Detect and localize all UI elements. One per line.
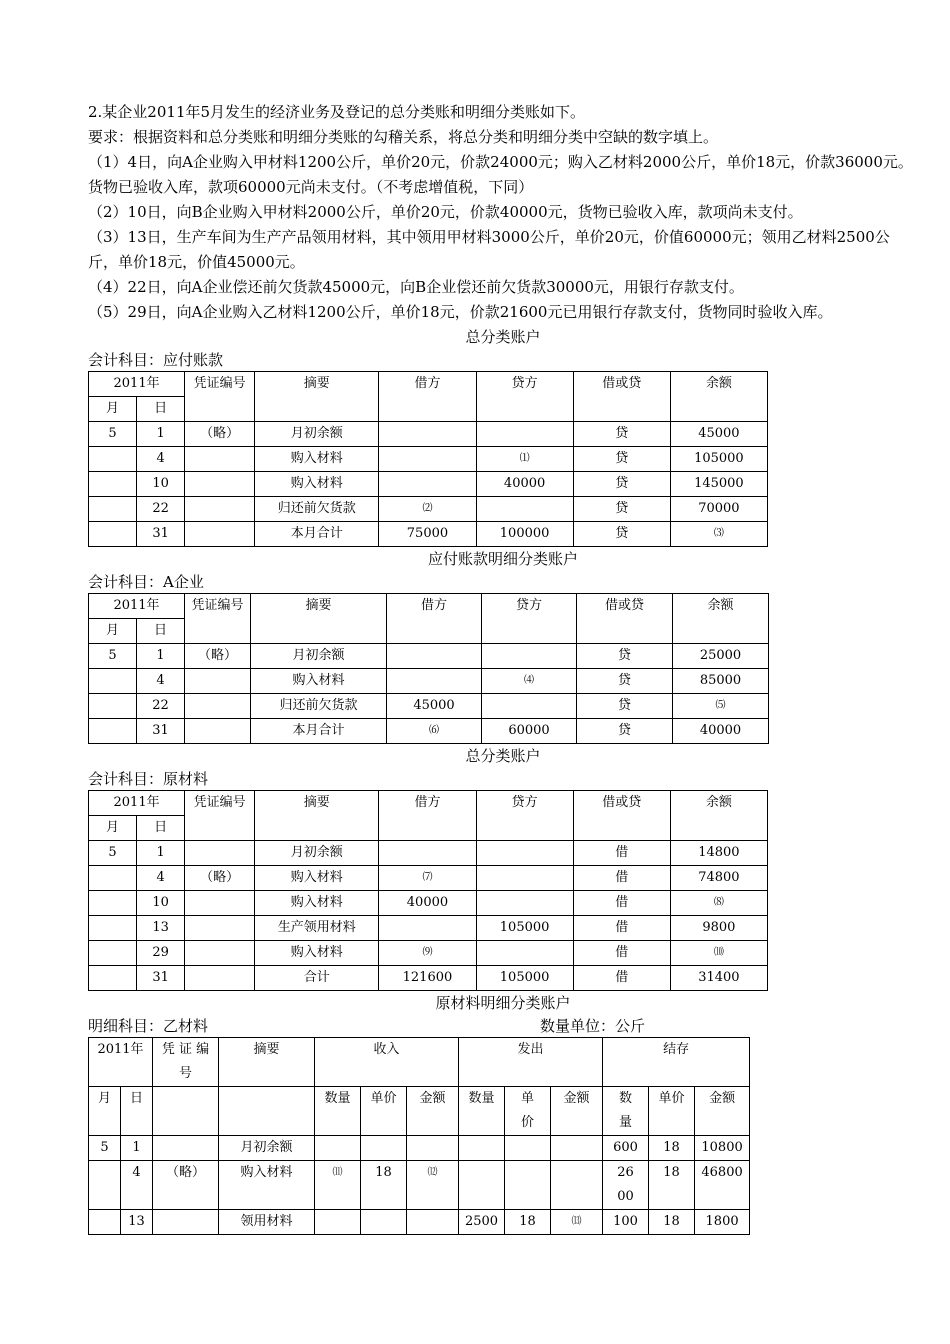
table-cell: ⑾ [315,1161,361,1210]
out-amount-header: 金额 [551,1087,603,1136]
table-cell [89,866,137,891]
table-cell: 22 [137,497,185,522]
table-cell: 1 [137,841,185,866]
table-row [89,1161,750,1210]
year-header: 2011年 [89,372,185,397]
table-cell: （略） [185,422,255,447]
table-row [89,966,768,991]
table-cell: ⑴ [476,447,573,472]
voucher-header: 凭 证 编 号 [153,1038,219,1087]
table-row [89,669,769,694]
problem-title: 2.某企业2011年5月发生的经济业务及登记的总分类账和明细分类账如下。 [88,103,586,121]
table-cell: 生产领用材料 [255,916,379,941]
ledger1-table [88,371,768,547]
ledger3-table [88,790,768,991]
table-cell [153,1136,219,1161]
blank-cell [153,1087,219,1136]
ledger4-title: 原材料明细分类账户 [435,994,571,1012]
table-cell [89,966,137,991]
table-cell [476,941,573,966]
table-cell: 贷 [577,694,673,719]
table-cell: 借 [573,941,670,966]
table-cell: 归还前欠货款 [251,694,387,719]
table-cell [185,497,255,522]
table-cell [315,1210,361,1235]
table-cell [379,447,476,472]
month-header: 月 [89,619,137,644]
balance-header: 余额 [670,372,767,422]
table-cell: ⑵ [379,497,476,522]
table-cell [379,916,476,941]
year-header: 2011年 [89,1038,153,1087]
table-cell: 121600 [379,966,476,991]
table-cell: 归还前欠货款 [255,497,379,522]
table-cell [551,1136,603,1161]
dc-header: 借或贷 [573,372,670,422]
table-cell [379,841,476,866]
table-cell: 借 [573,866,670,891]
table-cell [315,1136,361,1161]
table-row [89,916,768,941]
table-cell: 100000 [476,522,573,547]
table-cell: 75000 [379,522,476,547]
table-cell: 10800 [695,1136,750,1161]
table-cell [185,916,255,941]
table-cell: 贷 [573,422,670,447]
table-cell [551,1161,603,1210]
table-cell: 18 [361,1161,407,1210]
table-cell: 10 [137,891,185,916]
out-price-header: 单价 [505,1087,551,1136]
ledger1-subject: 会计科目：应付账款 [88,351,224,369]
table-cell: 月初余额 [219,1136,315,1161]
table-cell: 31 [137,719,185,744]
table-cell: 100 [603,1210,649,1235]
table-cell: 购入材料 [255,472,379,497]
table-cell [185,472,255,497]
table-cell: 40000 [476,472,573,497]
table-cell: 贷 [573,447,670,472]
table-cell: 14800 [670,841,767,866]
table-cell: 借 [573,841,670,866]
table-cell: 合计 [255,966,379,991]
table-cell [482,644,577,669]
table-cell [89,941,137,966]
table-row [89,497,768,522]
table-cell [89,1161,121,1210]
credit-header: 贷方 [482,594,577,644]
table-cell [407,1210,459,1235]
requirement-text: 要求：根据资料和总分类账和明细分类账的勾稽关系，将总分类和明细分类中空缺的数字填上。 [88,128,719,146]
summary-header: 摘要 [219,1038,315,1087]
voucher-header: 凭证编号 [185,372,255,422]
table-cell [387,669,482,694]
dc-header: 借或贷 [573,791,670,841]
table-cell: 4 [137,669,185,694]
table-cell: 4 [137,447,185,472]
table-cell: 5 [89,841,137,866]
table-cell: 45000 [670,422,767,447]
table-cell [153,1210,219,1235]
table-cell: 31 [137,966,185,991]
table-cell: 18 [649,1161,695,1210]
table-row [89,447,768,472]
table-cell [185,941,255,966]
voucher-header: 凭证编号 [185,594,251,644]
table-cell: 31400 [670,966,767,991]
voucher-header: 凭证编号 [185,791,255,841]
table-cell [476,866,573,891]
month-header: 月 [89,397,137,422]
item-4: （4）22日，向A企业偿还前欠货款45000元，向B企业偿还前欠货款30000元，用银行存款支付。 [88,278,744,296]
table-cell: 购入材料 [219,1161,315,1210]
summary-header: 摘要 [255,791,379,841]
table-cell: ⑸ [673,694,769,719]
table-cell [89,916,137,941]
table-cell: 贷 [573,497,670,522]
bal-qty-header: 数量 [603,1087,649,1136]
table-cell: 购入材料 [255,447,379,472]
table-cell: ⑹ [387,719,482,744]
table-cell [476,497,573,522]
stock-header: 结存 [603,1038,750,1087]
table-cell: 借 [573,966,670,991]
table-cell [185,669,251,694]
item-3: （3）13日，生产车间为生产产品领用材料，其中领用甲材料3000公斤，单价20元，价值60000元；领用乙材料2500公斤，单价18元，价值45000元。 [88,228,890,271]
table-cell: 22 [137,694,185,719]
table-cell: 13 [121,1210,153,1235]
table-cell: 贷 [577,669,673,694]
table-cell: 70000 [670,497,767,522]
ledger2-body [89,644,769,744]
table-cell: 月初余额 [255,422,379,447]
table-cell: 105000 [670,447,767,472]
table-cell [379,472,476,497]
table-cell [89,891,137,916]
debit-header: 借方 [379,372,476,422]
table-cell: 月初余额 [251,644,387,669]
table-cell: ⑻ [670,891,767,916]
day-header: 日 [137,397,185,422]
table-cell: 本月合计 [255,522,379,547]
table-cell: 1800 [695,1210,750,1235]
table-cell [459,1161,505,1210]
in-qty-header: 数量 [315,1087,361,1136]
table-cell [407,1136,459,1161]
table-cell: 74800 [670,866,767,891]
table-cell [185,694,251,719]
table-cell: 40000 [379,891,476,916]
table-cell [89,472,137,497]
table-cell: 5 [89,1136,121,1161]
ledger4-subject-row [88,1016,918,1037]
table-row [89,1136,750,1161]
table-row [89,841,768,866]
table-cell [482,694,577,719]
year-header: 2011年 [89,791,185,816]
table-cell: 贷 [573,472,670,497]
table-cell: 9800 [670,916,767,941]
table-row [89,422,768,447]
table-cell: 31 [137,522,185,547]
summary-header: 摘要 [251,594,387,644]
table-cell: 145000 [670,472,767,497]
table-cell: 购入材料 [251,669,387,694]
receipt-header: 收入 [315,1038,459,1087]
table-cell: 13 [137,916,185,941]
table-cell: ⒀ [551,1210,603,1235]
table-cell [361,1136,407,1161]
table-cell [379,422,476,447]
table-cell [185,966,255,991]
table-cell [185,841,255,866]
table-row [89,866,768,891]
table-cell [89,694,137,719]
item-1: （1）4日，向A企业购入甲材料1200公斤，单价20元，价款24000元；购入乙材料2000公斤，单价18元，价款36000元。货物已验收入库，款项60000元尚未支付。（不考虑增值税，下同） [88,153,913,196]
table-cell: （略） [153,1161,219,1210]
table-cell [185,719,251,744]
table-cell [185,522,255,547]
table-cell: 1 [137,422,185,447]
table-row [89,644,769,669]
ledger4-unit: 数量单位：公斤 [540,1017,646,1035]
table-cell [505,1161,551,1210]
table-cell: 贷 [577,719,673,744]
table-cell [89,447,137,472]
credit-header: 贷方 [476,372,573,422]
table-cell [459,1136,505,1161]
table-cell [476,422,573,447]
table-cell: ⑶ [670,522,767,547]
table-cell [185,891,255,916]
summary-header: 摘要 [255,372,379,422]
table-cell: ⑽ [670,941,767,966]
table-cell [89,719,137,744]
table-row [89,1210,750,1235]
day-header: 日 [121,1087,153,1136]
table-cell: 领用材料 [219,1210,315,1235]
table-cell: ⑿ [407,1161,459,1210]
ledger3-title: 总分类账户 [465,747,541,765]
table-cell: 2500 [459,1210,505,1235]
document-page [88,100,918,1235]
month-header: 月 [89,816,137,841]
ledger3-subject: 会计科目：原材料 [88,770,209,788]
table-cell [476,891,573,916]
table-cell: 25000 [673,644,769,669]
table-cell: 18 [649,1136,695,1161]
table-cell [387,644,482,669]
table-cell: 29 [137,941,185,966]
table-cell: （略） [185,644,251,669]
table-cell: 本月合计 [251,719,387,744]
table-cell: 60000 [482,719,577,744]
table-cell: 85000 [673,669,769,694]
credit-header: 贷方 [476,791,573,841]
table-cell: 46800 [695,1161,750,1210]
table-row [89,719,769,744]
in-amount-header: 金额 [407,1087,459,1136]
debit-header: 借方 [387,594,482,644]
table-cell: 借 [573,916,670,941]
table-cell: 1 [137,644,185,669]
table-cell [89,522,137,547]
ledger4-subject: 明细科目：乙材料 [88,1017,209,1035]
table-cell: 贷 [577,644,673,669]
item-2: （2）10日，向B企业购入甲材料2000公斤，单价20元，价款40000元，货物已验收入库，款项尚未支付。 [88,203,803,221]
table-row [89,522,768,547]
month-header: 月 [89,1087,121,1136]
table-cell [89,497,137,522]
table-cell: 18 [649,1210,695,1235]
table-cell: 18 [505,1210,551,1235]
blank-cell [219,1087,315,1136]
ledger4-body [89,1136,750,1235]
table-cell: 40000 [673,719,769,744]
table-cell: 借 [573,891,670,916]
ledger1-title: 总分类账户 [465,328,541,346]
ledger3-body [89,841,768,991]
table-cell: 1 [121,1136,153,1161]
table-row [89,694,769,719]
table-cell: 10 [137,472,185,497]
day-header: 日 [137,619,185,644]
issue-header: 发出 [459,1038,603,1087]
dc-header: 借或贷 [577,594,673,644]
ledger4-table [88,1037,750,1235]
table-row [89,891,768,916]
balance-header: 余额 [673,594,769,644]
table-cell: 45000 [387,694,482,719]
bal-price-header: 单价 [649,1087,695,1136]
balance-header: 余额 [670,791,767,841]
bal-amount-header: 金额 [695,1087,750,1136]
table-row [89,472,768,497]
table-cell: 5 [89,644,137,669]
table-cell: 4 [121,1161,153,1210]
table-cell: 4 [137,866,185,891]
out-qty-header: 数量 [459,1087,505,1136]
item-5: （5）29日，向A企业购入乙材料1200公斤，单价18元，价款21600元已用银行存款支付，货物同时验收入库。 [88,303,833,321]
day-header: 日 [137,816,185,841]
ledger1-body [89,422,768,547]
in-price-header: 单价 [361,1087,407,1136]
table-cell: ⑷ [482,669,577,694]
table-cell: 105000 [476,916,573,941]
table-cell [476,841,573,866]
table-cell: 购入材料 [255,891,379,916]
table-cell: 月初余额 [255,841,379,866]
ledger2-subject: 会计科目：A企业 [88,573,204,591]
table-cell: ⑼ [379,941,476,966]
table-cell: 5 [89,422,137,447]
table-cell: 105000 [476,966,573,991]
table-cell [505,1136,551,1161]
debit-header: 借方 [379,791,476,841]
table-cell: （略） [185,866,255,891]
ledger2-title: 应付账款明细分类账户 [427,550,578,568]
table-cell [89,1210,121,1235]
table-row [89,941,768,966]
table-cell: 购入材料 [255,866,379,891]
table-cell: 贷 [573,522,670,547]
table-cell: ⑺ [379,866,476,891]
table-cell: 购入材料 [255,941,379,966]
table-cell [361,1210,407,1235]
table-cell: 600 [603,1136,649,1161]
table-cell [185,447,255,472]
year-header: 2011年 [89,594,185,619]
table-cell: 2600 [603,1161,649,1210]
ledger2-table [88,593,769,744]
table-cell [89,669,137,694]
